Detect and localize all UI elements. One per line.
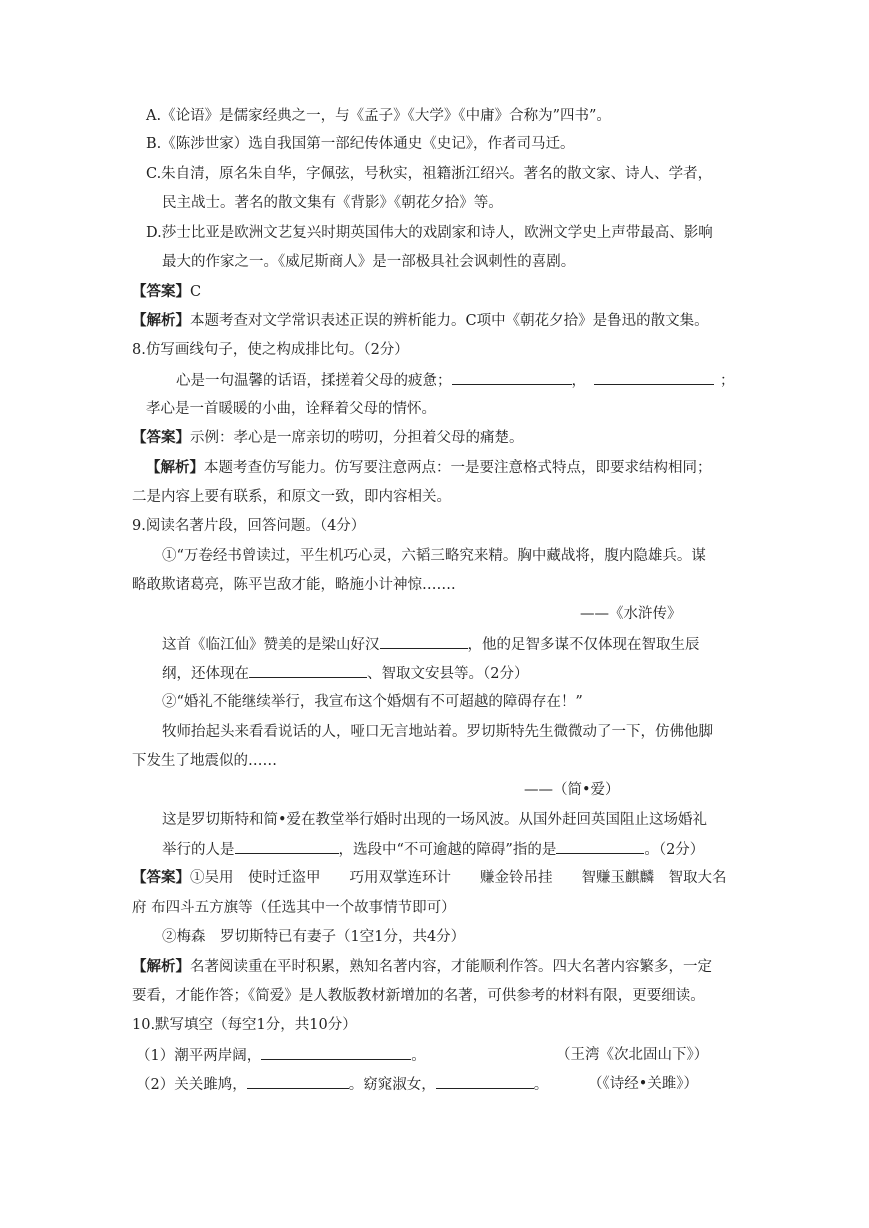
q9-question2-line2	[162, 839, 704, 860]
q10-item2-text-c: 。	[533, 1077, 549, 1093]
q9-q1-text-d: 、智取文安县等。（2分）	[367, 666, 529, 682]
q7-answer	[132, 282, 201, 302]
option-d-line2: 最大的作家之一。《威尼斯商人》是一部极具社会讽刺性的喜剧。	[162, 254, 576, 270]
q9-title: 9.阅读名著片段，回答问题。（4分）	[132, 518, 366, 534]
q8-analysis-line2: 二是内容上要有联系，和原文一致，即内容相关。	[132, 489, 451, 505]
q8-title: 8.仿写画线句子，使之构成排比句。（2分）	[132, 342, 409, 358]
q8-analysis-line1	[146, 458, 712, 478]
q10-blank-2[interactable]	[247, 1074, 349, 1089]
q9-q1-text-c: 纲，还体现在	[162, 666, 249, 682]
option-b: B.《陈涉世家）选自我国第一部纪传体通史《史记》，作者司马迁。	[146, 136, 575, 152]
q10-blank-3[interactable]	[436, 1074, 534, 1089]
q9-answer-line3: ②梅森 罗切斯特已有妻子（1空1分，共4分）	[162, 929, 466, 945]
q7-analysis	[132, 311, 709, 331]
q9-source2: ——（简•爱）	[524, 782, 620, 798]
q8-sep-2: ；	[720, 373, 735, 389]
q9-analysis-line1	[132, 957, 712, 977]
answer-tag: 【答案】	[132, 869, 190, 886]
analysis-text: 名著阅读重在平时积累，熟知名著内容，才能顺利作答。四大名著内容繁多，一定	[190, 959, 712, 975]
analysis-text: 本题考查对文学常识表述正误的辨析能力。C项中《朝花夕拾》是鲁迅的散文集。	[190, 313, 709, 329]
q10-item2-source: （《诗经•关雎》）	[588, 1076, 699, 1092]
q9-passage2-line1: ②“婚礼不能继续举行，我宣布这个婚烟有不可超越的障碍存在！”	[162, 694, 583, 710]
answer-text: ①吴用 使时迁盗甲 巧用双掌连环计 赚金铃吊挂 智赚玉麒麟 智取大名	[190, 870, 727, 886]
q8-answer	[132, 428, 524, 448]
option-d-line1: D.莎士比亚是欧洲文艺复兴时期英国伟大的戏剧家和诗人，欧洲文学史上声带最高、影响	[146, 225, 713, 241]
q8-sep-1: ，	[571, 373, 586, 389]
q9-blank-4[interactable]	[556, 839, 644, 854]
q10-item1	[136, 1045, 426, 1066]
q9-passage2-line3: 下发生了地震似的……	[132, 753, 277, 769]
q9-question2-line1: 这是罗切斯特和简•爱在教堂举行婚时出现的一场风波。从国外赶回英国阻止这场婚礼	[162, 812, 708, 828]
q10-item1-source: （王湾《次北固山下》）	[556, 1047, 709, 1063]
analysis-tag: 【解析】	[132, 958, 190, 975]
q10-item2	[136, 1074, 548, 1095]
q8-blank-1[interactable]	[452, 370, 572, 385]
q8-line1	[176, 370, 735, 391]
q9-blank-2[interactable]	[249, 663, 367, 678]
q9-blank-3[interactable]	[235, 839, 339, 854]
answer-text: 示例：孝心是一席亲切的唠叨，分担着父母的痛楚。	[190, 430, 524, 446]
analysis-tag: 【解析】	[132, 312, 190, 329]
q9-passage2-line2: 牧师抬起头来看看说话的人，哑口无言地站着。罗切斯特先生微微动了一下，仿佛他脚	[162, 724, 713, 740]
q9-blank-1[interactable]	[380, 634, 468, 649]
q9-passage1-line2: 略敢欺诸葛亮，陈平岂敌才能，略施小计神惊…….	[132, 577, 456, 593]
q10-title: 10.默写填空（每空1分，共10分）	[132, 1017, 357, 1033]
q10-blank-1[interactable]	[261, 1045, 411, 1060]
q10-item2-text-b: 。窈窕淑女，	[348, 1077, 436, 1093]
option-c-line1: C.朱自清，原名朱自华，字佩弦，号秋实，祖籍浙江绍兴。著名的散文家、诗人、学者，	[146, 166, 713, 182]
q9-q2-text-c: 。（2分）	[644, 842, 705, 858]
q9-q2-text-a: 举行的人是	[162, 842, 235, 858]
q9-q1-text-b: ，他的足智多谋不仅体现在智取生辰	[467, 637, 700, 653]
answer-tag: 【答案】	[132, 429, 190, 446]
option-a: A.《论语》是儒家经典之一，与《孟子》《大学》《中庸》合称为”四书”。	[146, 108, 611, 124]
q8-line1-text: 心是一句温馨的话语，揉搓着父母的疲惫；	[176, 373, 452, 389]
q9-answer-line1	[132, 868, 727, 888]
analysis-text: 本题考查仿写能力。仿写要注意两点：一是要注意格式特点，即要求结构相同；	[204, 460, 712, 476]
analysis-tag: 【解析】	[146, 459, 204, 476]
q10-item2-text-a: （2）关关雎鸠，	[136, 1077, 247, 1093]
q9-q1-text-a: 这首《临江仙》赞美的是梁山好汉	[162, 637, 380, 653]
q9-passage1-line1: ①“万卷经书曾读过，平生机巧心灵，六韬三略究来精。胸中藏战将，腹内隐雄兵。谋	[162, 548, 706, 564]
q8-line2: 孝心是一首暖暖的小曲，诠释着父母的情怀。	[146, 401, 436, 417]
option-c-line2: 民主战士。著名的散文集有《背影》《朝花夕拾》等。	[162, 195, 503, 211]
q8-blank-2[interactable]	[594, 370, 714, 385]
q9-q2-text-b: ，选段中“不可逾越的障碍”指的是	[338, 842, 557, 858]
answer-tag: 【答案】	[132, 283, 190, 300]
q9-analysis-line2: 要看，才能作答；《简爱》是人教版教材新增加的名著，可供参考的材料有限，更要细读。	[132, 988, 705, 1004]
q10-item1-end: 。	[411, 1048, 426, 1064]
q9-source1: ——《水浒传》	[580, 606, 682, 622]
q10-item1-text: （1）潮平两岸阔，	[136, 1048, 262, 1064]
q9-question1-line2	[162, 663, 528, 684]
answer-text: C	[190, 284, 202, 300]
q9-answer-line2: 府 布四斗五方旗等（任选其中一个故事情节即可）	[132, 900, 456, 916]
q9-question1-line1	[162, 634, 700, 655]
